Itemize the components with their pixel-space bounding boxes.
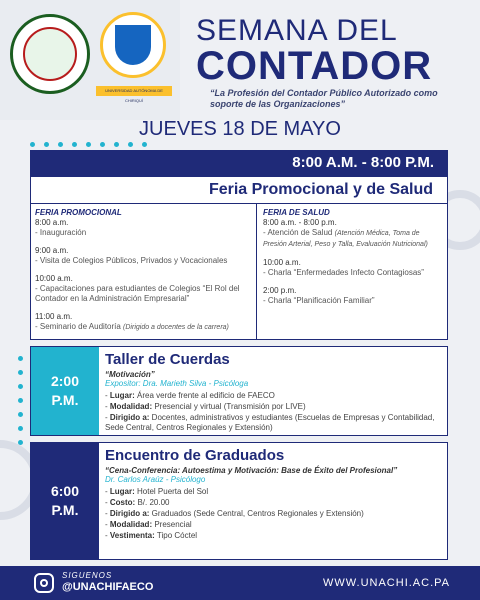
detail-item: - Costo: B/. 20.00: [105, 498, 170, 507]
faeco-logo: [100, 12, 166, 78]
taller-card: [30, 346, 448, 436]
website-link[interactable]: WWW.UNACHI.AC.PA: [322, 577, 450, 589]
detail-item: - Vestimenta: Tipo Cóctel: [105, 531, 198, 540]
logo-ribbon: UNIVERSIDAD AUTÓNOMA DE CHIRIQUÍ: [96, 86, 172, 96]
schedule-item: 8:00 a.m. - 8:00 p.m. - Atención de Salud (Atención Médica, Toma de Presión Arterial, Peso y Talla, Evaluación Nutricional): [263, 218, 428, 248]
footer: [0, 566, 480, 600]
feria-promocional-heading: FERIA PROMOCIONAL: [35, 208, 122, 217]
schedule-item: 11:00 a.m. - Seminario de Auditoría (Dirigido a docentes de la carrera): [35, 312, 229, 331]
taller-time: 2:00 P.M.: [31, 347, 99, 435]
schedule-item: 2:00 p.m. - Charla “Planificación Familiar”: [263, 286, 375, 305]
schedule-item: 10:00 a.m. - Charla “Enfermedades Infecto Contagiosas”: [263, 258, 424, 277]
title-line1: SEMANA DEL: [196, 14, 398, 47]
encuentro-time: 6:00 P.M.: [31, 443, 99, 559]
detail-item: - Modalidad: Presencial: [105, 520, 192, 529]
feria-title: Feria Promocional y de Salud: [30, 176, 448, 204]
feria-salud-heading: FERIA DE SALUD: [263, 208, 330, 217]
feria-salud-column: [263, 208, 445, 314]
taller-title: Taller de Cuerdas: [105, 351, 230, 368]
schedule-item: 8:00 a.m. - Inauguración: [35, 218, 87, 237]
encuentro-speaker: Dr. Carlos Araúz - Psicólogo: [105, 475, 206, 484]
title-line2: CONTADOR: [196, 44, 433, 88]
schedule-item: 10:00 a.m. - Capacitaciones para estudiantes de Colegios “El Rol del Contador en la Administración Empresarial”: [35, 274, 240, 303]
instagram-icon[interactable]: [34, 573, 54, 593]
feria-time: 8:00 A.M. - 8:00 P.M.: [30, 150, 448, 176]
detail-item: - Lugar: Área verde frente al edificio de FAECO: [105, 391, 275, 400]
taller-theme: “Motivación”: [105, 370, 155, 379]
encuentro-theme: “Cena-Conferencia: Autoestima y Motivación: Base de Éxito del Profesional”: [105, 466, 398, 475]
decor-dots: [18, 356, 23, 454]
detail-item: - Dirigido a: Docentes, administrativos y estudiantes (Escuelas de Empresas y Contabilidad, Sede Central, Centros Regionales y Extensión): [105, 413, 435, 432]
encuentro-title: Encuentro de Graduados: [105, 447, 285, 464]
follow-label: SIGUENOS: [62, 571, 113, 580]
unachi-logo: [10, 14, 90, 94]
logo-panel: [0, 0, 180, 120]
taller-speaker: Expositor: Dra. Marieth Silva - Psicóloga: [105, 379, 249, 388]
schedule-item: 9:00 a.m. - Visita de Colegios Públicos, Privados y Vocacionales: [35, 246, 228, 265]
feria-schedule: [30, 204, 448, 340]
feria-promocional-column: [35, 208, 253, 341]
encuentro-card: [30, 442, 448, 560]
detail-item: - Dirigido a: Graduados (Sede Central, Centros Regionales y Extensión): [105, 509, 364, 518]
event-date: JUEVES 18 DE MAYO: [139, 118, 341, 140]
detail-item: - Lugar: Hotel Puerta del Sol: [105, 487, 209, 496]
detail-item: - Modalidad: Presencial y virtual (Transmisión por LIVE): [105, 402, 306, 411]
subtitle: “La Profesión del Contador Público Autorizado como soporte de las Organizaciones”: [210, 88, 438, 109]
social-handle[interactable]: @UNACHIFAECO: [62, 581, 154, 593]
